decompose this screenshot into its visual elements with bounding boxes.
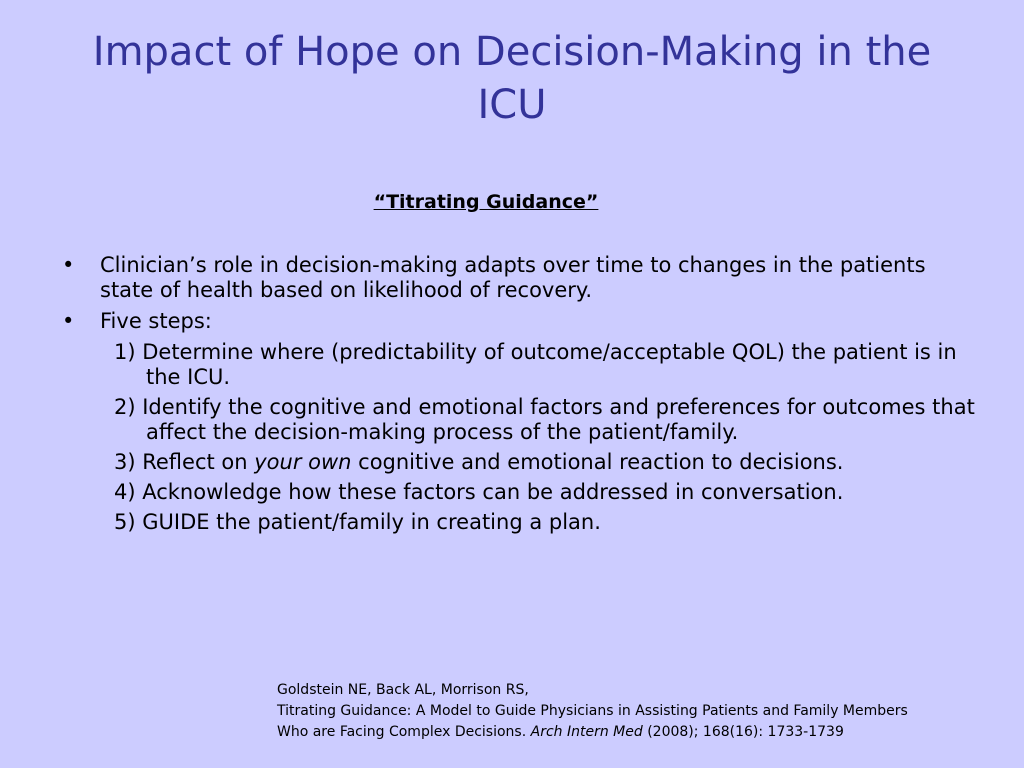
step-text: cognitive and emotional reaction to decisions. xyxy=(351,450,844,474)
step-item: 4) Acknowledge how these factors can be addressed in conversation. xyxy=(114,480,844,504)
step-text: 3) Reflect on xyxy=(114,450,255,474)
slide-title: Impact of Hope on Decision-Making in the ICU xyxy=(92,29,932,128)
reference-title: Titrating Guidance: A Model to Guide Physicians in Assisting Patients and Family Members xyxy=(277,703,908,719)
steps-list xyxy=(62,340,982,535)
bullet-item xyxy=(62,253,982,303)
bullet-text: Clinician’s role in decision-making adapts over time to changes in the patients state of health based on likelihood of recovery. xyxy=(100,253,926,302)
bullet-icon: • xyxy=(62,309,75,333)
reference-citation xyxy=(277,680,1024,743)
reference-source xyxy=(277,722,1024,743)
steps-container xyxy=(62,340,982,535)
reference-authors: Goldstein NE, Back AL, Morrison RS, xyxy=(277,682,529,698)
reference-journal: Arch Intern Med xyxy=(530,724,643,740)
step-item: 1) Determine where (predictability of outcome/acceptable QOL) the patient is in the ICU. xyxy=(114,340,957,389)
reference-text: (2008); 168(16): 1733-1739 xyxy=(642,724,844,740)
step-item: 5) GUIDE the patient/family in creating a plan. xyxy=(114,510,601,534)
step-item: 2) Identify the cognitive and emotional factors and preferences for outcomes that affect the decision-making process of the patient/family. xyxy=(114,395,975,444)
reference-text: Who are Facing Complex Decisions. xyxy=(277,724,531,740)
step-emphasis: your own xyxy=(254,450,352,474)
bullet-icon: • xyxy=(62,253,75,277)
bullet-item xyxy=(62,309,982,334)
bullet-text: Five steps: xyxy=(100,309,212,333)
body-list xyxy=(62,253,982,540)
subheading: “Titrating Guidance” xyxy=(373,191,599,213)
step-item xyxy=(114,450,982,475)
